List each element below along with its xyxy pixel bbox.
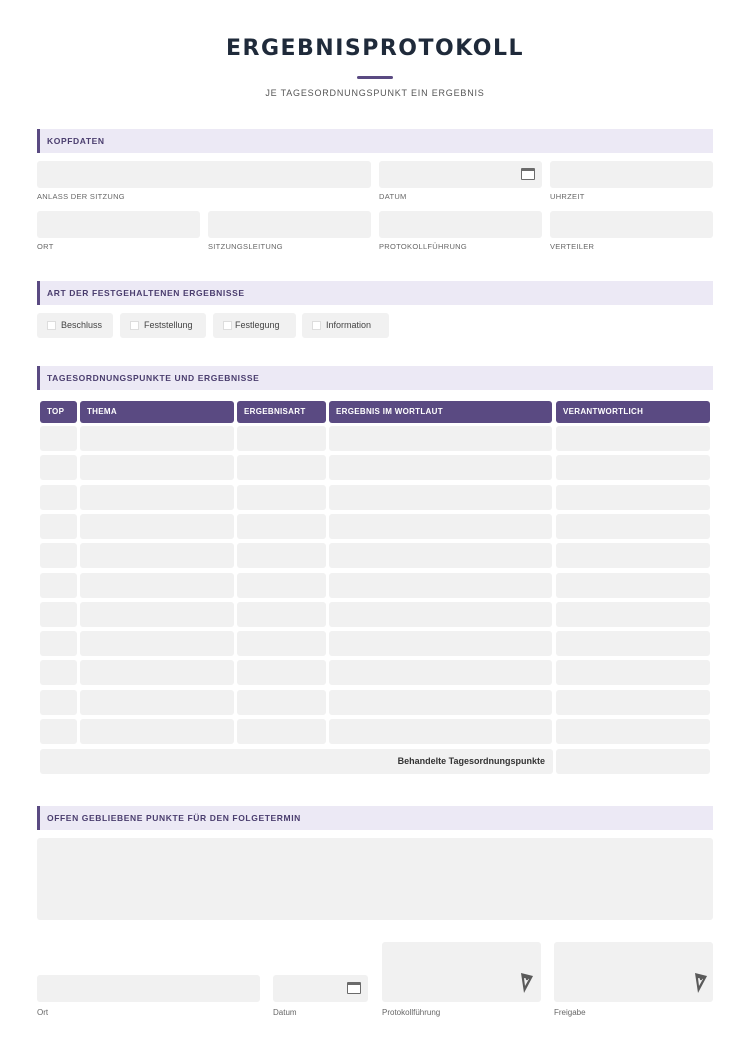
table-cell[interactable]: [556, 631, 710, 656]
title-underline: [357, 76, 393, 79]
ort-field[interactable]: [37, 211, 200, 238]
table-cell[interactable]: [556, 426, 710, 451]
table-cell[interactable]: [40, 485, 77, 510]
table-cell[interactable]: [40, 573, 77, 598]
column-header-top: TOP: [40, 401, 77, 423]
checkbox-label: Information: [326, 320, 372, 330]
table-cell[interactable]: [329, 426, 552, 451]
checkbox-box[interactable]: [47, 321, 56, 330]
table-cell[interactable]: [237, 602, 326, 627]
table-cell[interactable]: [237, 690, 326, 715]
table-cell[interactable]: [40, 602, 77, 627]
table-cell[interactable]: [80, 485, 234, 510]
protokollfuehrung-label: PROTOKOLLFÜHRUNG: [379, 242, 468, 251]
checkbox-label: Festlegung: [235, 320, 280, 330]
table-cell[interactable]: [329, 573, 552, 598]
total-label: Behandelte Tagesordnungspunkte: [40, 749, 553, 774]
checkbox-festlegung[interactable]: [213, 313, 296, 338]
signature-protokoll-label: Protokollführung: [382, 1008, 441, 1017]
ort-label: ORT: [37, 242, 54, 251]
table-cell[interactable]: [329, 514, 552, 539]
datum-label: DATUM: [379, 192, 407, 201]
table-cell[interactable]: [329, 602, 552, 627]
table-cell[interactable]: [329, 631, 552, 656]
table-cell[interactable]: [556, 660, 710, 685]
checkbox-label: Beschluss: [61, 320, 103, 330]
table-cell[interactable]: [556, 690, 710, 715]
table-cell[interactable]: [237, 631, 326, 656]
table-cell[interactable]: [80, 631, 234, 656]
anlass-label: ANLASS DER SITZUNG: [37, 192, 125, 201]
calendar-icon[interactable]: [347, 982, 361, 994]
table-cell[interactable]: [237, 719, 326, 744]
table-cell[interactable]: [80, 690, 234, 715]
table-cell[interactable]: [556, 573, 710, 598]
checkbox-feststellung[interactable]: [120, 313, 206, 338]
checkbox-label: Feststellung: [144, 320, 193, 330]
verteiler-field[interactable]: [550, 211, 713, 238]
table-cell[interactable]: [80, 426, 234, 451]
checkbox-beschluss[interactable]: [37, 313, 113, 338]
table-cell[interactable]: [40, 514, 77, 539]
signature-freigabe-field[interactable]: [554, 942, 713, 1002]
datum-field[interactable]: [379, 161, 542, 188]
section-tagesordnung: TAGESORDNUNGSPUNKTE UND ERGEBNISSE: [37, 366, 713, 390]
column-header-ergebnisart: ERGEBNISART: [237, 401, 326, 423]
footer-datum-field[interactable]: [273, 975, 368, 1002]
uhrzeit-field[interactable]: [550, 161, 713, 188]
table-cell[interactable]: [556, 485, 710, 510]
table-cell[interactable]: [80, 719, 234, 744]
calendar-icon[interactable]: [521, 168, 535, 180]
sitzungsleitung-label: SITZUNGSLEITUNG: [208, 242, 283, 251]
table-cell[interactable]: [329, 660, 552, 685]
footer-datum-label: Datum: [273, 1008, 297, 1017]
column-header-verantwortlich: VERANTWORTLICH: [556, 401, 710, 423]
table-cell[interactable]: [329, 485, 552, 510]
sitzungsleitung-field[interactable]: [208, 211, 371, 238]
page-title: ERGEBNISPROTOKOLL: [225, 36, 525, 61]
footer-ort-field[interactable]: [37, 975, 260, 1002]
column-header-thema: THEMA: [80, 401, 234, 423]
table-cell[interactable]: [556, 602, 710, 627]
table-cell[interactable]: [556, 543, 710, 568]
checkbox-information[interactable]: [302, 313, 389, 338]
table-cell[interactable]: [237, 573, 326, 598]
verteiler-label: VERTEILER: [550, 242, 595, 251]
footer-ort-label: Ort: [37, 1008, 49, 1017]
section-offen: OFFEN GEBLIEBENE PUNKTE FÜR DEN FOLGETERMIN: [37, 806, 713, 830]
pen-icon: [694, 972, 708, 994]
page-subtitle: JE TAGESORDNUNGSPUNKT EIN ERGEBNIS: [265, 88, 485, 98]
table-cell[interactable]: [80, 602, 234, 627]
table-cell[interactable]: [556, 719, 710, 744]
table-cell[interactable]: [237, 514, 326, 539]
pen-icon: [520, 972, 534, 994]
table-cell[interactable]: [80, 455, 234, 480]
table-cell[interactable]: [40, 543, 77, 568]
table-cell[interactable]: [40, 690, 77, 715]
table-cell[interactable]: [40, 631, 77, 656]
table-cell[interactable]: [237, 660, 326, 685]
table-cell[interactable]: [556, 514, 710, 539]
protokollfuehrung-field[interactable]: [379, 211, 542, 238]
table-cell[interactable]: [80, 660, 234, 685]
column-header-ergebnis: ERGEBNIS IM WORTLAUT: [329, 401, 552, 423]
signature-freigabe-label: Freigabe: [554, 1008, 586, 1017]
table-cell[interactable]: [556, 455, 710, 480]
table-cell[interactable]: [237, 485, 326, 510]
checkbox-box[interactable]: [312, 321, 321, 330]
offen-field[interactable]: [37, 838, 713, 920]
table-cell[interactable]: [329, 690, 552, 715]
section-kopfdaten: KOPFDATEN: [37, 129, 713, 153]
section-ergebnisart: ART DER FESTGEHALTENEN ERGEBNISSE: [37, 281, 713, 305]
checkbox-box[interactable]: [130, 321, 139, 330]
table-cell[interactable]: [40, 426, 77, 451]
uhrzeit-label: UHRZEIT: [550, 192, 585, 201]
table-cell[interactable]: [80, 573, 234, 598]
signature-protokoll-field[interactable]: [382, 942, 541, 1002]
table-cell[interactable]: [329, 719, 552, 744]
anlass-field[interactable]: [37, 161, 371, 188]
checkbox-box[interactable]: [223, 321, 232, 330]
table-cell[interactable]: [237, 426, 326, 451]
table-cell[interactable]: [237, 455, 326, 480]
table-cell[interactable]: [40, 455, 77, 480]
table-cell[interactable]: [329, 455, 552, 480]
table-cell[interactable]: [237, 543, 326, 568]
table-cell[interactable]: [80, 543, 234, 568]
total-value-field[interactable]: [556, 749, 710, 774]
table-cell[interactable]: [329, 543, 552, 568]
table-cell[interactable]: [80, 514, 234, 539]
table-cell[interactable]: [40, 660, 77, 685]
table-cell[interactable]: [40, 719, 77, 744]
